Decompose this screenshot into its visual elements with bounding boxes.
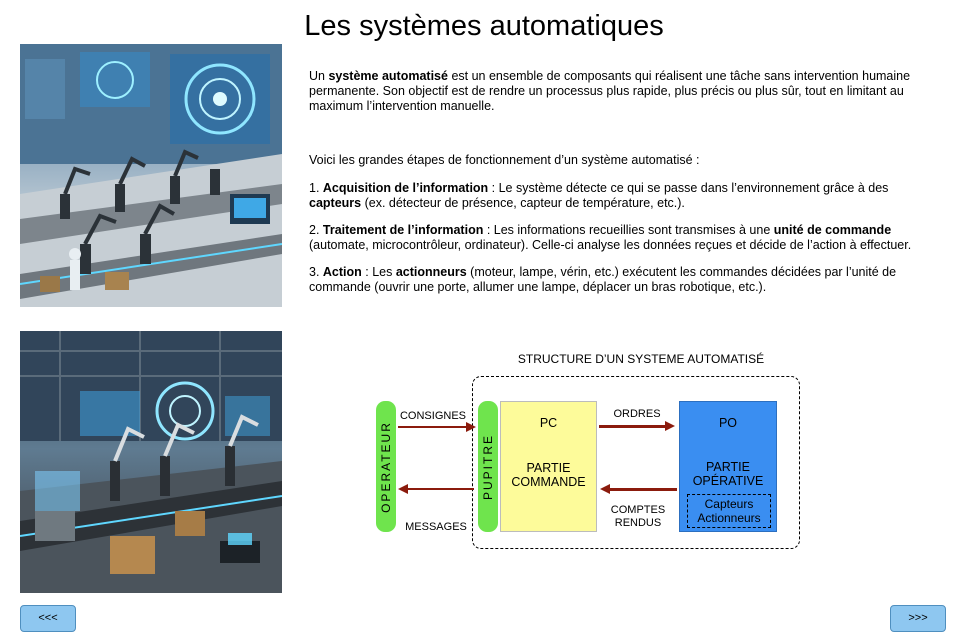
ordres-label: ORDRES bbox=[613, 408, 661, 420]
ordres-arrow bbox=[599, 425, 667, 428]
page-title: Les systèmes automatiques bbox=[304, 10, 664, 42]
pc-subtitle: PARTIE COMMANDE bbox=[511, 461, 586, 489]
capteurs-actionneurs-box: Capteurs Actionneurs bbox=[687, 494, 771, 528]
partie-commande-box bbox=[500, 401, 597, 532]
messages-arrow bbox=[406, 488, 474, 490]
consignes-label: CONSIGNES bbox=[399, 410, 466, 422]
pupitre-label: PUPITRE bbox=[481, 433, 495, 500]
comptes-rendus-arrow bbox=[608, 488, 677, 491]
step-1: 1. Acquisition de l’information : Le système détecte ce qui se passe dans l’environnement grâce à des capteurs (ex. détecteur de présence, capteur de température, etc.). bbox=[309, 181, 889, 210]
next-button[interactable]: >>> bbox=[890, 605, 946, 632]
steps-intro: Voici les grandes étapes de fonctionnement d’un système automatisé : bbox=[309, 153, 700, 167]
operateur-label: OPERATEUR bbox=[379, 420, 393, 513]
partie-operative-box bbox=[679, 401, 777, 532]
step-3: 3. Action : Les actionneurs (moteur, lampe, vérin, etc.) exécutent les commandes décidées par l’unité de commande (ouvrir une porte, allumer une lampe, déplacer un bras robotique, etc.). bbox=[309, 265, 897, 294]
messages-label: MESSAGES bbox=[405, 521, 467, 533]
po-title: PO bbox=[718, 416, 738, 430]
previous-button[interactable]: <<< bbox=[20, 605, 76, 632]
pupitre-block bbox=[478, 401, 498, 532]
operateur-block bbox=[376, 401, 396, 532]
factory-illustration-top bbox=[20, 44, 282, 307]
comptes-rendus-label: COMPTES RENDUS bbox=[610, 504, 666, 529]
po-subtitle: PARTIE OPÉRATIVE bbox=[692, 460, 764, 488]
pc-title: PC bbox=[539, 416, 558, 430]
step-2: 2. Traitement de l’information : Les informations recueillies sont transmises à une unité de commande (automate, microcontrôleur, ordinateur). Celle-ci analyse les données reçues et décide de l’action à effectuer. bbox=[309, 223, 912, 252]
warehouse-illustration-bottom bbox=[20, 331, 282, 593]
diagram-title: STRUCTURE D’UN SYSTEME AUTOMATISÉ bbox=[517, 352, 765, 366]
intro-paragraph: Un système automatisé est un ensemble de composants qui réalisent une tâche sans intervention humaine permanente. Son objectif est de rendre un processus plus rapide, plus précis ou plus sûr, tout en limitant au maximum l’intervention manuelle. bbox=[309, 69, 911, 113]
consignes-arrow bbox=[398, 426, 468, 428]
